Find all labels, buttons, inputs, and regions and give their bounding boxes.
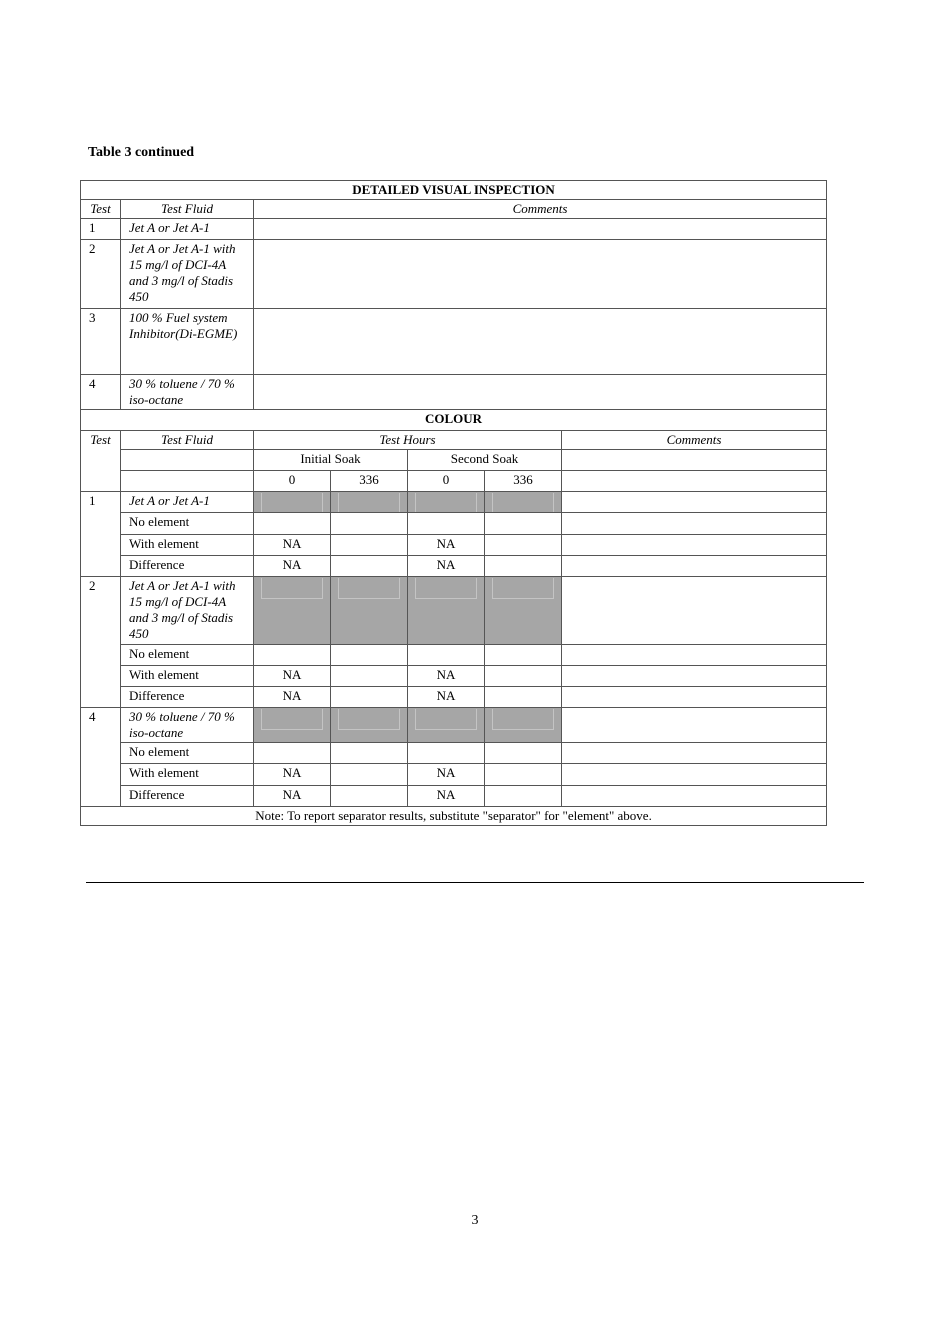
shaded-cell bbox=[331, 577, 408, 645]
table-row bbox=[81, 200, 827, 219]
table-cell bbox=[331, 513, 408, 535]
table-row bbox=[81, 764, 827, 786]
table-cell: NA bbox=[408, 535, 485, 556]
table-cell bbox=[562, 471, 827, 492]
table-cell: No element bbox=[121, 513, 254, 535]
table-cell bbox=[562, 666, 827, 687]
table-cell bbox=[562, 764, 827, 786]
header-second-soak: Second Soak bbox=[408, 450, 562, 471]
test-number: 2 bbox=[81, 577, 121, 708]
table-cell bbox=[562, 687, 827, 708]
shaded-cell bbox=[254, 708, 331, 743]
test-number: 1 bbox=[81, 492, 121, 577]
table-cell bbox=[562, 513, 827, 535]
table-row bbox=[81, 535, 827, 556]
table-cell: 0 bbox=[254, 471, 331, 492]
table-cell: Difference bbox=[121, 687, 254, 708]
table-row bbox=[81, 556, 827, 577]
table-cell bbox=[562, 743, 827, 764]
table-cell: 336 bbox=[485, 471, 562, 492]
table-row bbox=[81, 375, 827, 410]
comments-cell bbox=[254, 240, 827, 309]
table-cell bbox=[331, 743, 408, 764]
table-row bbox=[81, 492, 827, 513]
table-cell: Difference bbox=[121, 786, 254, 807]
table-cell: NA bbox=[408, 666, 485, 687]
test-fluid: 100 % Fuel system Inhibitor(Di-EGME) bbox=[121, 309, 254, 375]
table-row bbox=[81, 743, 827, 764]
table-cell: NA bbox=[254, 666, 331, 687]
shaded-cell bbox=[485, 708, 562, 743]
table-note: Note: To report separator results, substitute "separator" for "element" above. bbox=[81, 807, 827, 826]
test-number: 1 bbox=[81, 219, 121, 240]
table-cell: NA bbox=[254, 535, 331, 556]
table-cell: NA bbox=[408, 786, 485, 807]
table-cell bbox=[485, 535, 562, 556]
table-cell bbox=[562, 535, 827, 556]
table-cell bbox=[121, 450, 254, 471]
header-fluid: Test Fluid bbox=[121, 200, 254, 219]
footer-rule bbox=[86, 882, 864, 883]
table-row bbox=[81, 577, 827, 645]
test-fluid: Jet A or Jet A-1 bbox=[121, 492, 254, 513]
table-cell bbox=[562, 450, 827, 471]
table-row bbox=[81, 708, 827, 743]
table-row bbox=[81, 181, 827, 200]
shaded-cell bbox=[331, 708, 408, 743]
table-cell: NA bbox=[254, 556, 331, 577]
table-row bbox=[81, 219, 827, 240]
table-cell bbox=[331, 786, 408, 807]
table-cell: NA bbox=[408, 764, 485, 786]
table-cell bbox=[562, 556, 827, 577]
table-cell bbox=[485, 645, 562, 666]
header-comments: Comments bbox=[562, 431, 827, 450]
table-cell bbox=[562, 708, 827, 743]
test-fluid: Jet A or Jet A-1 with 15 mg/l of DCI-4A and 3 mg/l of Stadis 450 bbox=[121, 577, 254, 645]
table-row bbox=[81, 431, 827, 450]
table-cell bbox=[331, 556, 408, 577]
section-title: COLOUR bbox=[81, 410, 827, 431]
comments-cell bbox=[254, 375, 827, 410]
test-fluid: 30 % toluene / 70 % iso-octane bbox=[121, 708, 254, 743]
table-row bbox=[81, 410, 827, 431]
table-cell bbox=[254, 743, 331, 764]
shaded-cell bbox=[254, 492, 331, 513]
table-cell: With element bbox=[121, 535, 254, 556]
table-cell: With element bbox=[121, 666, 254, 687]
inspection-table bbox=[80, 180, 827, 826]
table-cell bbox=[331, 645, 408, 666]
table-cell bbox=[485, 786, 562, 807]
table-caption: Table 3 continued bbox=[88, 145, 195, 160]
table-row bbox=[81, 645, 827, 666]
shaded-cell bbox=[408, 708, 485, 743]
table-cell bbox=[562, 786, 827, 807]
table-cell bbox=[485, 764, 562, 786]
table-cell bbox=[485, 556, 562, 577]
table-row bbox=[81, 807, 827, 826]
table-row bbox=[81, 786, 827, 807]
test-fluid: Jet A or Jet A-1 with 15 mg/l of DCI-4A and 3 mg/l of Stadis 450 bbox=[121, 240, 254, 309]
shaded-cell bbox=[485, 492, 562, 513]
table-cell: NA bbox=[254, 687, 331, 708]
table-cell bbox=[121, 471, 254, 492]
table-row bbox=[81, 471, 827, 492]
test-number: 4 bbox=[81, 708, 121, 807]
header-initial-soak: Initial Soak bbox=[254, 450, 408, 471]
page-number: 3 bbox=[471, 1213, 479, 1228]
header-test: Test bbox=[81, 431, 121, 492]
table-cell: No element bbox=[121, 645, 254, 666]
table-cell bbox=[408, 743, 485, 764]
shaded-cell bbox=[254, 577, 331, 645]
table-cell: 336 bbox=[331, 471, 408, 492]
table-cell bbox=[562, 492, 827, 513]
table-cell bbox=[408, 513, 485, 535]
shaded-cell bbox=[408, 577, 485, 645]
test-fluid: 30 % toluene / 70 % iso-octane bbox=[121, 375, 254, 410]
shaded-cell bbox=[485, 577, 562, 645]
table-cell: Difference bbox=[121, 556, 254, 577]
table-row bbox=[81, 450, 827, 471]
table-cell bbox=[485, 743, 562, 764]
test-number: 4 bbox=[81, 375, 121, 410]
table-cell bbox=[331, 535, 408, 556]
table-cell: With element bbox=[121, 764, 254, 786]
table-cell bbox=[485, 666, 562, 687]
table-row bbox=[81, 309, 827, 375]
header-fluid: Test Fluid bbox=[121, 431, 254, 450]
header-comments: Comments bbox=[254, 200, 827, 219]
table-row bbox=[81, 666, 827, 687]
table-cell bbox=[485, 513, 562, 535]
table-row bbox=[81, 687, 827, 708]
table-cell: NA bbox=[408, 556, 485, 577]
table-row bbox=[81, 513, 827, 535]
table-row bbox=[81, 240, 827, 309]
table-cell bbox=[331, 687, 408, 708]
comments-cell bbox=[254, 219, 827, 240]
table-cell: NA bbox=[254, 764, 331, 786]
table-cell: No element bbox=[121, 743, 254, 764]
shaded-cell bbox=[408, 492, 485, 513]
header-test: Test bbox=[81, 200, 121, 219]
table-cell bbox=[408, 645, 485, 666]
shaded-cell bbox=[331, 492, 408, 513]
table-cell bbox=[331, 666, 408, 687]
table-cell: 0 bbox=[408, 471, 485, 492]
test-number: 2 bbox=[81, 240, 121, 309]
table-cell: NA bbox=[254, 786, 331, 807]
table-cell: NA bbox=[408, 687, 485, 708]
table-cell bbox=[254, 645, 331, 666]
table-cell bbox=[562, 645, 827, 666]
table-cell bbox=[485, 687, 562, 708]
table-cell bbox=[331, 764, 408, 786]
test-number: 3 bbox=[81, 309, 121, 375]
table-cell bbox=[562, 577, 827, 645]
comments-cell bbox=[254, 309, 827, 375]
table-cell bbox=[254, 513, 331, 535]
header-hours: Test Hours bbox=[254, 431, 562, 450]
section-title: DETAILED VISUAL INSPECTION bbox=[81, 181, 827, 200]
test-fluid: Jet A or Jet A-1 bbox=[121, 219, 254, 240]
